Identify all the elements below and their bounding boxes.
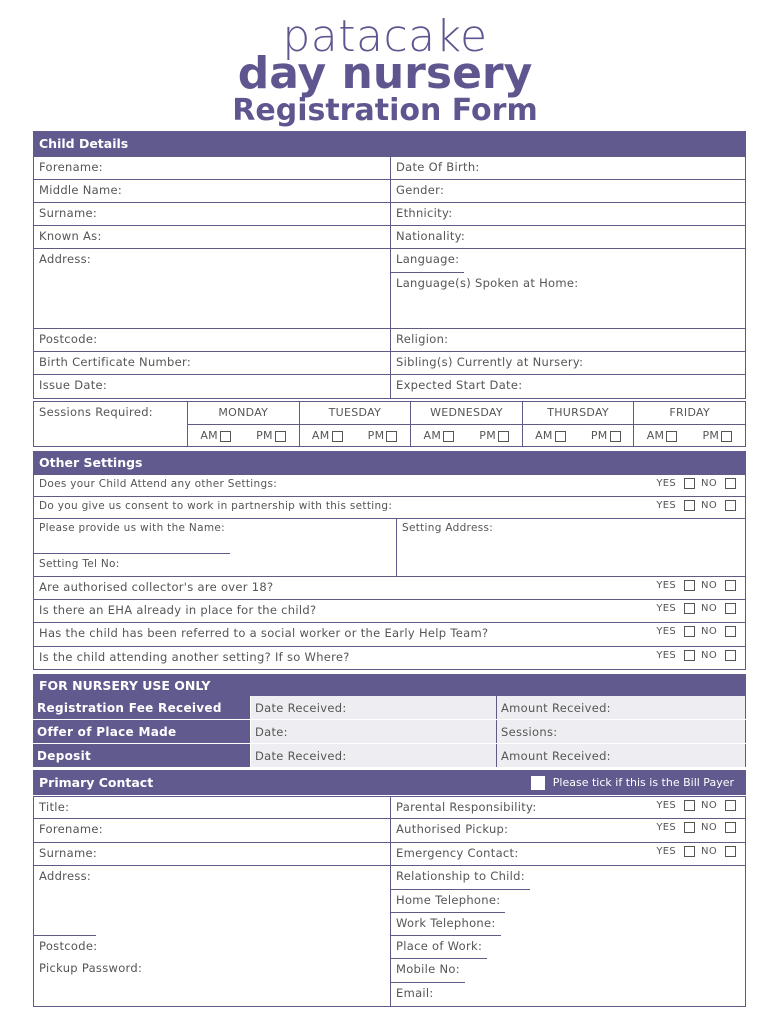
form-row: Is there an EHA already in place for the child? YES NO [33,600,746,623]
day-monday: MONDAY [188,402,300,425]
eha-question: Is there an EHA already in place for the child? [39,603,317,617]
form-row [33,375,746,399]
work-tel-field[interactable]: Work Telephone: [391,913,501,936]
no-checkbox[interactable] [725,822,736,833]
no-checkbox[interactable] [725,603,736,614]
another-setting-question: Is the child attending another setting? If so Where? [39,650,350,664]
consent-question: Do you give us consent to work in partnership with this setting: [39,500,393,512]
friday-pm-checkbox[interactable] [721,431,732,442]
form-title: Registration Form [232,93,538,128]
language-field[interactable]: Language: [391,249,464,273]
nursery-row [33,744,746,767]
setting-address-field[interactable]: Setting Address: [402,522,494,534]
yes-checkbox[interactable] [684,846,695,857]
relationship-field[interactable]: Relationship to Child: [391,866,530,890]
pickup-password-field[interactable]: Pickup Password: [39,961,143,975]
monday-pm-checkbox[interactable] [275,431,286,442]
nursery-row [33,696,746,719]
yes-checkbox[interactable] [684,603,695,614]
contact-address-field[interactable]: Address: [34,866,96,936]
middle-name-field[interactable]: Middle Name: [34,180,391,202]
place-work-field[interactable]: Place of Work: [391,936,487,959]
yes-checkbox[interactable] [684,822,695,833]
form-row [33,249,746,329]
email-field[interactable]: Email: [396,986,434,1000]
form-row [33,156,746,180]
no-checkbox[interactable] [725,500,736,511]
form-row: Is the child attending another setting? If so Where? YES NO [33,647,746,670]
no-checkbox[interactable] [725,650,736,661]
friday-am-checkbox[interactable] [666,431,677,442]
yes-checkbox[interactable] [684,500,695,511]
day-wednesday: WEDNESDAY [411,402,523,425]
section-nursery-use: FOR NURSERY USE ONLY [33,674,746,696]
section-child-details: Child Details [33,131,746,156]
bill-payer-checkbox[interactable] [531,776,545,790]
ethnicity-field[interactable]: Ethnicity: [396,206,453,220]
thursday-am-checkbox[interactable] [555,431,566,442]
contact-surname-field[interactable]: Surname: [34,843,391,865]
day-tuesday: TUESDAY [300,402,412,425]
surname-field[interactable]: Surname: [34,203,391,225]
sessions-row: Sessions Required: MONDAY TUESDAY WEDNESDAY THURSDAY FRIDAY AM PM AM PM AM PM AM PM AM PM [33,401,746,447]
tuesday-pm-checkbox[interactable] [386,431,397,442]
contact-forename-field[interactable]: Forename: [34,819,391,842]
form-row: Has the child has been referred to a social worker or the Early Help Team? YES NO [33,623,746,647]
contact-postcode-field[interactable]: Postcode: [39,939,98,953]
monday-am-checkbox[interactable] [220,431,231,442]
form-row [33,352,746,375]
thursday-pm-checkbox[interactable] [610,431,621,442]
form-row [33,203,746,226]
nursery-row [33,720,746,743]
sessions-label: Sessions Required: [34,402,188,446]
setting-tel-field[interactable]: Setting Tel No: [39,558,120,570]
siblings-field[interactable]: Sibling(s) Currently at Nursery: [396,355,584,369]
form-row: Does your Child Attend any other Settings: YES NO [33,474,746,497]
mobile-field[interactable]: Mobile No: [391,959,465,983]
wednesday-pm-checkbox[interactable] [498,431,509,442]
reg-date-received-field[interactable]: Date Received: [251,696,497,719]
deposit-date-field[interactable]: Date Received: [251,744,497,767]
yes-checkbox[interactable] [684,626,695,637]
no-checkbox[interactable] [725,626,736,637]
wednesday-am-checkbox[interactable] [443,431,454,442]
no-checkbox[interactable] [725,846,736,857]
form-row: Title: Parental Responsibility: YES NO [33,796,746,819]
dob-field[interactable]: Date Of Birth: [396,160,480,174]
forename-field[interactable]: Forename: [34,157,391,179]
form-row [33,226,746,249]
known-as-field[interactable]: Known As: [34,226,391,248]
day-thursday: THURSDAY [523,402,635,425]
yes-checkbox[interactable] [684,478,695,489]
form-row [33,329,746,352]
form-row: Forename: Authorised Pickup: YES NO [33,819,746,843]
emergency-label: Emergency Contact: [396,846,519,860]
form-row [33,519,746,577]
form-row [33,180,746,203]
deposit-amount-field[interactable]: Amount Received: [497,744,746,767]
home-tel-field[interactable]: Home Telephone: [391,890,505,913]
nationality-field[interactable]: Nationality: [396,229,466,243]
referral-question: Has the child has been referred to a social worker or the Early Help Team? [39,626,489,640]
issue-date-field[interactable]: Issue Date: [34,375,391,398]
setting-name-field[interactable]: Please provide us with the Name: [34,519,230,554]
pickup-label: Authorised Pickup: [396,822,509,836]
bill-payer-label: Please tick if this is the Bill Payer [552,776,734,789]
section-other-settings: Other Settings [33,451,746,474]
contact-title-field[interactable]: Title: [34,797,391,818]
form-row: Surname: Emergency Contact: YES NO [33,843,746,866]
postcode-field[interactable]: Postcode: [34,329,391,351]
brand-name: patacake [282,11,488,62]
form-header [0,11,770,128]
other-settings-question: Does your Child Attend any other Settings: [39,478,278,490]
address-field[interactable]: Address: [34,249,391,328]
offer-sessions-field[interactable]: Sessions: [497,720,746,743]
day-friday: FRIDAY [634,402,745,425]
offer-of-place-label: Offer of Place Made [33,720,251,743]
deposit-label: Deposit [33,744,251,767]
yes-checkbox[interactable] [684,580,695,591]
collectors-question: Are authorised collector's are over 18? [39,580,274,594]
no-checkbox[interactable] [725,478,736,489]
birth-cert-field[interactable]: Birth Certificate Number: [34,352,391,374]
religion-field[interactable]: Religion: [396,332,449,346]
brand-subtitle: day nursery [237,48,533,99]
form-row: Are authorised collector's are over 18? YES NO [33,577,746,600]
languages-home-field[interactable]: Language(s) Spoken at Home: [396,276,579,290]
form-row [33,866,746,1007]
yes-checkbox[interactable] [684,650,695,661]
registration-fee-label: Registration Fee Received [33,696,251,719]
no-checkbox[interactable] [725,580,736,591]
tuesday-am-checkbox[interactable] [332,431,343,442]
gender-field[interactable]: Gender: [396,183,445,197]
reg-amount-received-field[interactable]: Amount Received: [497,696,746,719]
parental-label: Parental Responsibility: [396,800,537,814]
offer-date-field[interactable]: Date: [251,720,497,743]
section-primary-contact: Primary Contact Please tick if this is the Bill Payer [33,770,746,795]
no-checkbox[interactable] [725,800,736,811]
yes-checkbox[interactable] [684,800,695,811]
form-row: Do you give us consent to work in partnership with this setting: YES NO [33,497,746,519]
start-date-field[interactable]: Expected Start Date: [396,378,523,392]
